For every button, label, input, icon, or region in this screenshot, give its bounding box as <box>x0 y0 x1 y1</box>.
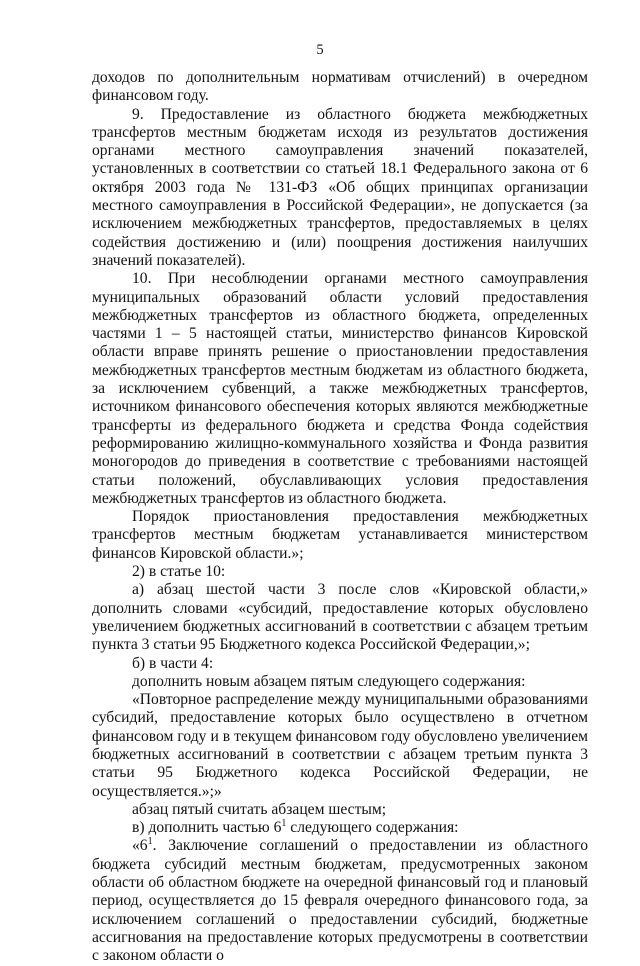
paragraph-quoted-repeat: «Повторное распределение между муниципальными образованиями субсидий, предоставление которых было осуществлено в отчетном финансовом году и в текущем финансовом году обусловлено увеличением бюджетных ассигнований в соответствии с абзацем третьим пункта 3 статьи 95 Бюджетного кодекса Российской Федерации, не осуществляется.»;» <box>92 691 588 800</box>
paragraph-item-b: б) в части 4: <box>132 654 214 672</box>
part-6-1-start: «6 <box>132 837 148 855</box>
paragraph-10: 10. При несоблюдении органами местного самоуправления муниципальных образований области условий предоставления межбюджетных трансфертов из областного бюджета, определенных частями 1 – 5 настоящей статьи, министерство финансов Кировской области вправе принять решение о приостановлении предоставления межбюджетных трансфертов местным бюджетам из областного бюджета, за исключением субвенций, а также межбюджетных трансфертов, источником финансового обеспечения которых являются межбюджетные трансферты из федерального бюджета и средства Фонда содействия реформированию жилищно-коммунального хозяйства и Фонда развития моногородов до приведения в соответствие с требованиями настоящей статьи положений, обуславливающих условия предоставления межбюджетных трансфертов из областного бюджета. <box>92 270 588 507</box>
paragraph-suspension-order: Порядок приостановления предоставления межбюджетных трансфертов местным бюджетам устанавливается министерством финансов Кировской области.»; <box>92 508 588 562</box>
paragraph-add-abzac: дополнить новым абзацем пятым следующего содержания: <box>132 672 526 690</box>
part-6-1-superscript: 1 <box>147 836 153 848</box>
paragraph-item-v <box>92 819 588 837</box>
paragraph-item-a: а) абзац шестой части 3 после слов «Кировской области,» дополнить словами «субсидий, предоставление которых обусловлено увеличением бюджетных ассигнований в соответствии с абзацем третьим пункта 3 статьи 95 Бюджетного кодекса Российской Федерации,»; <box>92 581 588 654</box>
part-6-1-text: . Заключение соглашений о предоставлении из областного бюджета субсидий местным бюджетам, предусмотренных законом области об областном бюджете на очередной финансовый год и плановый период, осуществляется до 15 февраля очередного финансового года, за исключением соглашений о предоставлении субсидий, бюджетные ассигнования на предоставление которых предусмотрены в соответствии с законом области о <box>92 837 588 965</box>
paragraph-abzac-five: абзац пятый считать абзацем шестым; <box>132 800 387 818</box>
item-v-superscript: 1 <box>281 817 287 829</box>
paragraph-6-1 <box>92 837 588 965</box>
item-v-text-end: следующего содержания: <box>286 819 459 837</box>
document-body <box>92 69 588 966</box>
page-number: 5 <box>316 42 324 58</box>
paragraph-item-2: 2) в статье 10: <box>132 563 226 581</box>
paragraph-continuation: доходов по дополнительным нормативам отчислений) в очередном финансовом году. <box>92 69 588 105</box>
paragraph-9: 9. Предоставление из областного бюджета межбюджетных трансфертов местным бюджетам исходя из результатов достижения органами местного самоуправления значений показателей, установленных в соответствии со статьей 18.1 Федерального закона от 6 октября 2003 года № 131-ФЗ «Об общих принципах организации местного самоуправления в Российской Федерации», не допускается (за исключением межбюджетных трансфертов, предоставляемых в целях содействия достижению и (или) поощрения достижения наилучших значений показателей). <box>92 105 588 269</box>
item-v-text: в) дополнить частью 6 <box>132 819 282 837</box>
